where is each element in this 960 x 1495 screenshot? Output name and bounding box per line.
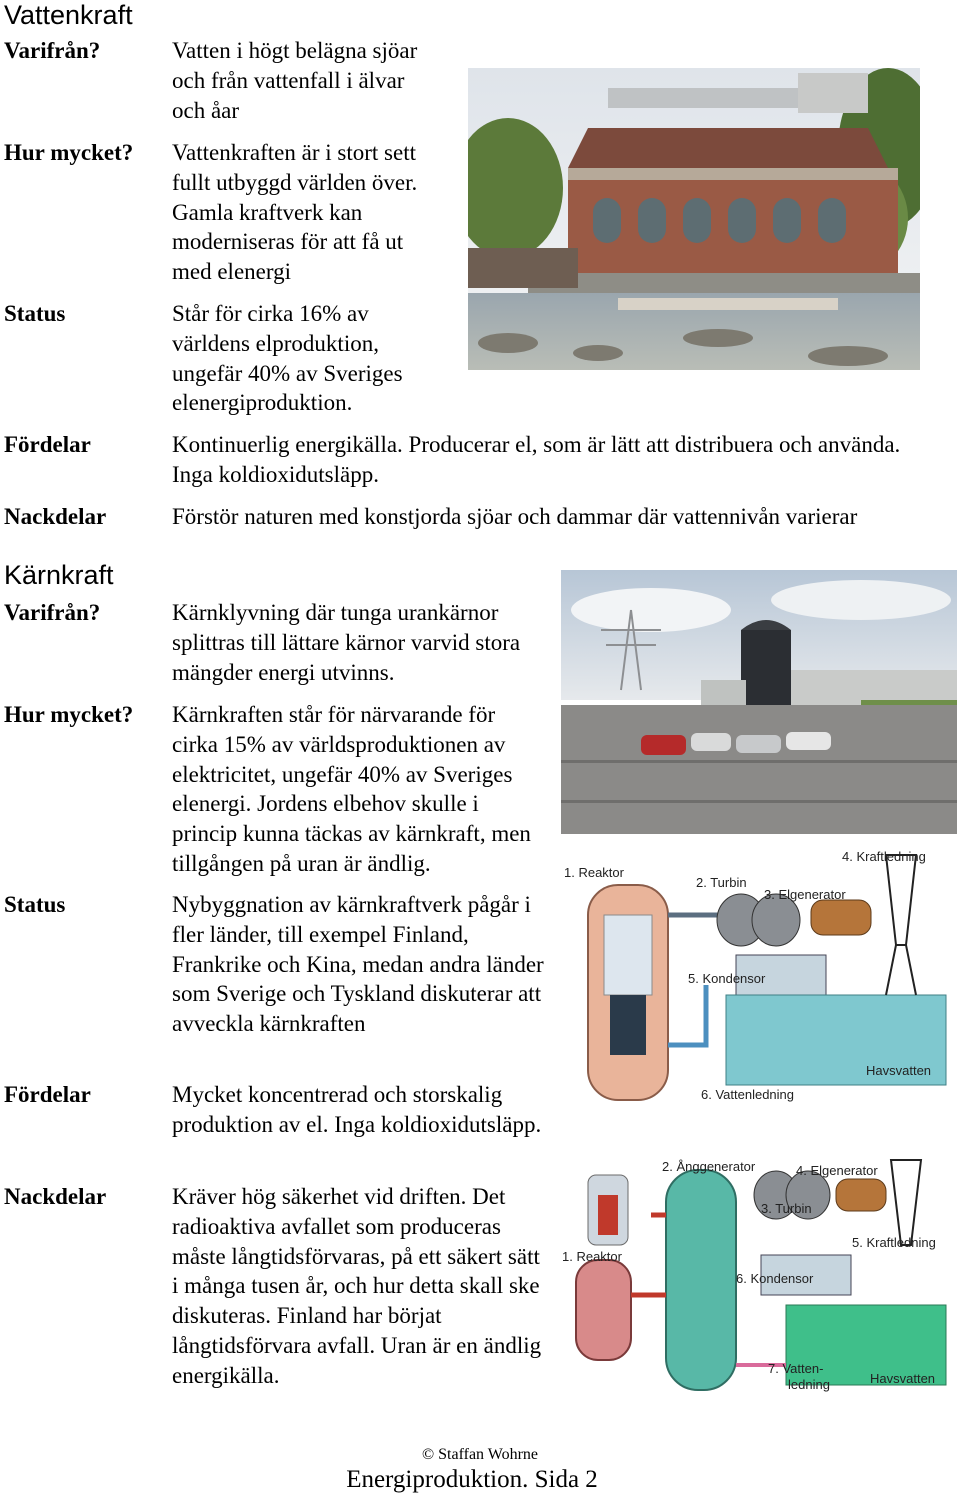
pwr-label-reactor: 1. Reaktor (562, 1249, 622, 1264)
nuclear-plant-photo (561, 570, 957, 834)
nuclear-label-amount: Hur mycket? (4, 702, 134, 727)
nuclear-text-pros: Mycket koncentrerad och storskalig produktion av el. Inga koldioxidutsläpp. (172, 1082, 542, 1137)
nuclear-label-pros: Fördelar (4, 1082, 91, 1107)
pwr-label-seawater: Havsvatten (870, 1371, 936, 1386)
hydro-text-amount: Vattenkraften är i stort sett fullt utbyggd världen över. Gamla kraftverk kan moderniseras för att få ut med elenergi (172, 140, 418, 285)
pwr-label-steamgen: 2. Ånggenerator (662, 1159, 756, 1174)
bwr-label-condenser: 5. Kondensor (688, 971, 766, 986)
hydro-label-pros: Fördelar (4, 432, 91, 457)
pwr-diagram (556, 1155, 956, 1400)
hydro-label-status: Status (4, 301, 66, 326)
nuclear-text-cons: Kräver hög säkerhet vid driften. Det radioaktiva avfallet som produceras måste långtidsförvaras, på ett säkert sätt i många tusen år, och hur detta skall ske diskuteras. Finland har börjat långtidsförvara avfall. Uran är en ändlig energikälla. (172, 1184, 542, 1388)
hydro-text-origin: Vatten i högt belägna sjöar och från vattenfall i älvar och åar (172, 38, 418, 123)
nuclear-label-cons: Nackdelar (4, 1184, 107, 1209)
nuclear-label-status: Status (4, 892, 66, 917)
footer-page-label: Energiproduktion. Sida 2 (346, 1466, 598, 1493)
bwr-diagram (556, 845, 956, 1110)
hydro-label-origin: Varifrån? (4, 38, 101, 63)
hydro-text-cons: Förstör naturen med konstjorda sjöar och dammar där vattennivån varierar (172, 504, 858, 529)
bwr-label-waterpipe: 6. Vattenledning (701, 1087, 794, 1102)
nuclear-text-origin: Kärnklyvning där tunga urankärnor splittras till lättare kärnor varvid stora mängder energi utvinns. (172, 600, 521, 685)
nuclear-title: Kärnkraft (4, 560, 114, 590)
nuclear-text-status: Nybyggnation av kärnkraftverk pågår i fler länder, till exempel Finland, Frankrike och Kina, medan andra länder som Sverige och Tyskland diskuterar att avveckla kärnkraften (172, 892, 544, 1037)
hydro-text-pros: Kontinuerlig energikälla. Producerar el, som är lätt att distribuera och använda. Inga koldioxidutsläpp. (172, 432, 901, 487)
hydro-label-amount: Hur mycket? (4, 140, 134, 165)
pwr-label-generator: 4. Elgenerator (796, 1163, 878, 1178)
bwr-label-powerline: 4. Kraftledning (842, 849, 926, 864)
bwr-label-seawater: Havsvatten (866, 1063, 932, 1078)
pwr-label-condenser: 6. Kondensor (736, 1271, 814, 1286)
pwr-label-waterpipe-1: 7. Vatten- (768, 1361, 824, 1376)
footer-copyright: © Staffan Wohrne (421, 1446, 539, 1463)
hydro-plant-photo (468, 68, 920, 370)
hydro-text-status: Står för cirka 16% av världens elproduktion, ungefär 40% av Sveriges elenergiproduktion. (172, 301, 403, 416)
pwr-label-waterpipe-2: ledning (788, 1377, 830, 1392)
pwr-label-turbine: 3. Turbin (761, 1201, 812, 1216)
bwr-label-turbine: 2. Turbin (696, 875, 747, 890)
nuclear-text-amount: Kärnkraften står för närvarande för cirka 15% av världsproduktionen av elektricitet, ungefär 40% av Sveriges elenergi. Jordens elbehov skulle i princip kunna täckas av kärnkraft, men tillgången på uran är ändlig. (172, 702, 531, 876)
hydro-label-cons: Nackdelar (4, 504, 107, 529)
bwr-label-generator: 3. Elgenerator (764, 887, 846, 902)
pwr-label-powerline: 5. Kraftledning (852, 1235, 936, 1250)
bwr-label-reactor: 1. Reaktor (564, 865, 624, 880)
nuclear-label-origin: Varifrån? (4, 600, 101, 625)
hydro-title: Vattenkraft (4, 0, 133, 30)
